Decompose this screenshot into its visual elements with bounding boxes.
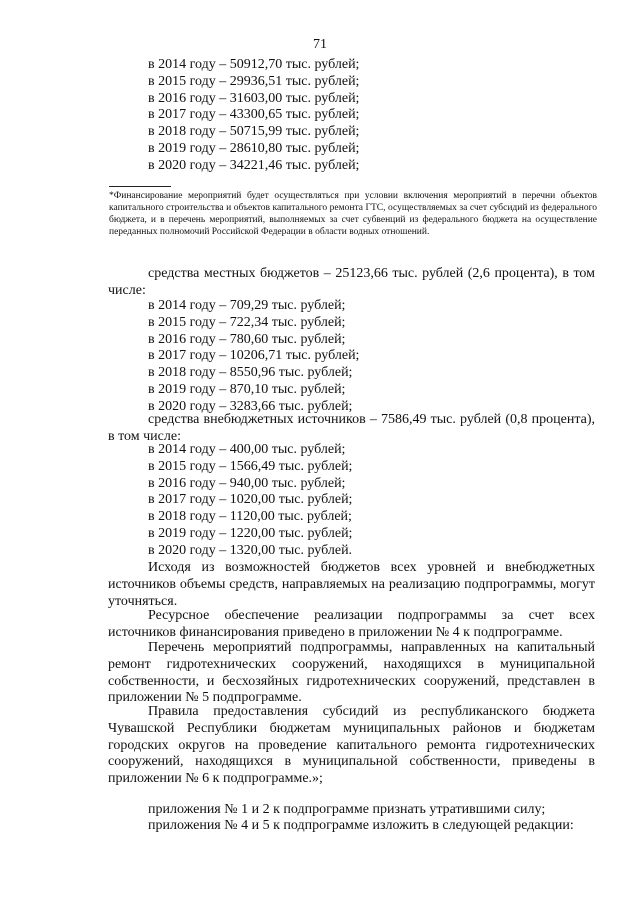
list-item: в 2015 году – 722,34 тыс. рублей; [148,314,346,330]
extrabudgetary-by-year-list [148,442,352,560]
footnote-divider [109,186,171,187]
local-budgets-paragraph: средства местных бюджетов – 25123,66 тыс. рублей (2,6 процента), в том числе: [108,266,595,298]
resource-paragraph: Ресурсное обеспечение реализации подпрограммы за счет всех источников финансирования приведено в приложении № 4 к подпрограмме. [108,608,595,640]
list-item: в 2019 году – 1220,00 тыс. рублей; [148,525,353,541]
list-item: в 2015 году – 29936,51 тыс. рублей; [148,73,360,89]
footnote: *Финансирование мероприятий будет осуществляться при условии включения мероприятий в перечни объектов капитального строительства и объектов капитального ремонта ГТС, осуществляемых за счет субсидий из федерального бюджета, и в перечень мероприятий, выполняемых за счет субвенций из федерального бюджета на осуществление переданных полномочий Российской Федерации в области водных отношений. [109,191,597,237]
list-item: в 2014 году – 709,29 тыс. рублей; [148,298,346,313]
list-item: в 2014 году – 50912,70 тыс. рублей; [148,57,360,72]
list-item: в 2015 году – 1566,49 тыс. рублей; [148,458,353,474]
list-item: в 2016 году – 780,60 тыс. рублей; [148,331,346,347]
list-item: в 2017 году – 10206,71 тыс. рублей; [148,348,360,364]
annex-revision-paragraph: приложения № 4 и 5 к подпрограмме изложить в следующей редакции: [148,818,574,833]
list-item: в 2017 году – 43300,65 тыс. рублей; [148,107,360,123]
measures-paragraph: Перечень мероприятий подпрограммы, направленных на капитальный ремонт гидротехнических сооружений, находящихся в муниципальной собственности, и бесхозяйных гидротехнических сооружений, представлен в приложении № 5 подпрограмме. [108,640,595,706]
possibilities-paragraph: Исходя из возможностей бюджетов всех уровней и внебюджетных источников объемы средств, направляемых на реализацию подпрограммы, могут уточняться. [108,560,595,609]
list-item: в 2020 году – 1320,00 тыс. рублей. [148,542,353,558]
local-budgets-by-year-list [148,298,359,416]
list-item: в 2016 году – 940,00 тыс. рублей; [148,475,346,491]
list-item: в 2014 году – 400,00 тыс. рублей; [148,442,346,457]
funding-by-year-list [148,57,359,175]
annex-repeal-paragraph: приложения № 1 и 2 к подпрограмме признать утратившими силу; [148,802,546,817]
list-item: в 2019 году – 870,10 тыс. рублей; [148,381,346,397]
page-number: 71 [313,37,327,52]
list-item: в 2018 году – 8550,96 тыс. рублей; [148,365,353,381]
list-item: в 2018 году – 50715,99 тыс. рублей; [148,124,360,140]
list-item: в 2020 году – 3283,66 тыс. рублей; [148,398,353,414]
list-item: в 2016 году – 31603,00 тыс. рублей; [148,90,360,106]
list-item: в 2020 году – 34221,46 тыс. рублей; [148,157,360,173]
list-item: в 2018 году – 1120,00 тыс. рублей; [148,509,352,525]
list-item: в 2019 году – 28610,80 тыс. рублей; [148,140,360,156]
rules-paragraph: Правила предоставления субсидий из республиканского бюджета Чувашской Республики бюджетам муниципальных районов и бюджетам городских округов на проведение капитального ремонта гидротехнических сооружений, находящихся в муниципальной собственности, приведены в приложении № 6 к подпрограмме.»; [108,704,595,787]
extrabudgetary-paragraph: средства внебюджетных источников – 7586,49 тыс. рублей (0,8 процента), в том числе: [108,412,595,444]
list-item: в 2017 году – 1020,00 тыс. рублей; [148,492,353,508]
